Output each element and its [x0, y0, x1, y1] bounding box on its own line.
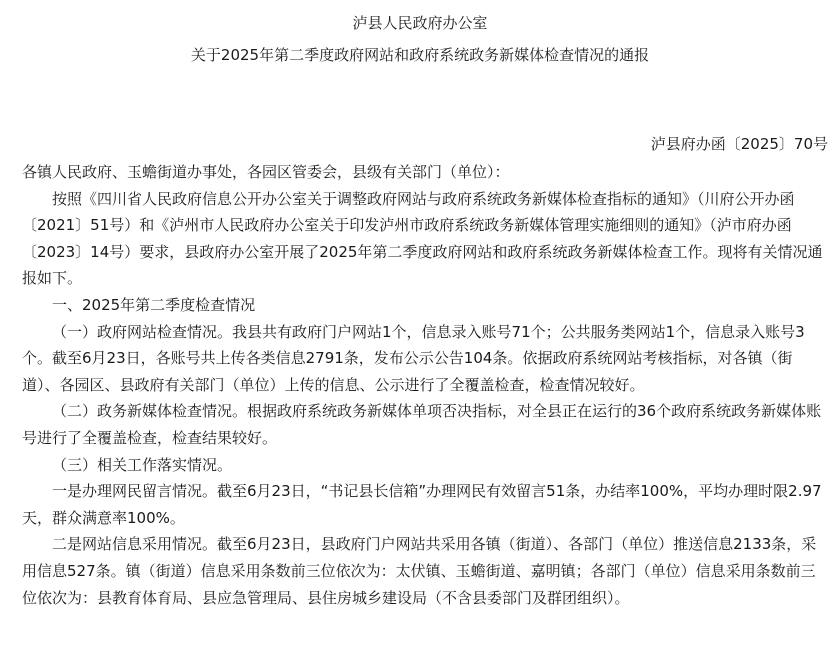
intro-paragraph: 按照《四川省人民政府信息公开办公室关于调整政府网站与政府系统政务新媒体检查指标的通知》（川府公开办函〔2021〕51号）和《泸州市人民政府办公室关于印发泸州市政府系统政务新媒体管理实施细则的通知》（泸市府办函〔2023〕14号）要求，县政府办公室开展了2025年第二季度政府网站和政府系统政务新媒体检查工作。现将有关情况通报如下。 — [22, 189, 823, 288]
document-title: 关于2025年第二季度政府网站和政府系统政务新媒体检查情况的通报 — [190, 46, 650, 64]
recipients-line: 各镇人民政府、玉蟾街道办事处，各园区管委会，县级有关部门（单位）： — [22, 163, 510, 181]
info-adoption-paragraph: 二是网站信息采用情况。截至6月23日，县政府门户网站共采用各镇（街道）、各部门（单位）推送信息2133条，采用信息527条。镇（街道）信息采用条数前三位依次为：太伏镇、玉蟾街道、嘉明镇；各部门（单位）信息采用条数前三位依次为：县教育体育局、县应急管理局、县住房城乡建设局（不含县委部门及群团组织）。 — [22, 535, 817, 607]
new-media-check-paragraph: （二）政务新媒体检查情况。根据政府系统政务新媒体单项否决指标，对全县正在运行的36个政府系统政务新媒体账号进行了全覆盖检查，检查结果较好。 — [22, 402, 822, 447]
subsection-heading: （三）相关工作落实情况。 — [52, 455, 233, 474]
message-handling-paragraph: 一是办理网民留言情况。截至6月23日，“书记县长信箱”办理网民有效留言51条，办结率100%，平均办理时限2.97天，群众满意率100%。 — [22, 482, 822, 527]
document-body — [22, 159, 826, 611]
issuing-office: 泸县人民政府办公室 — [352, 14, 488, 32]
website-check-paragraph: （一）政府网站检查情况。我县共有政府门户网站1个，信息录入账号71个；公共服务类网站1个，信息录入账号3个。截至6月23日，各账号共上传各类信息2791条，发布公示公告104条。依据政府系统网站考核指标，对各镇（街道）、各园区、县政府有关部门（单位）上传的信息、公示进行了全覆盖检查，检查情况较好。 — [22, 322, 805, 394]
section-heading: 一、2025年第二季度检查情况 — [52, 295, 256, 314]
document-number: 泸县府办函〔2025〕70号 — [650, 135, 828, 153]
